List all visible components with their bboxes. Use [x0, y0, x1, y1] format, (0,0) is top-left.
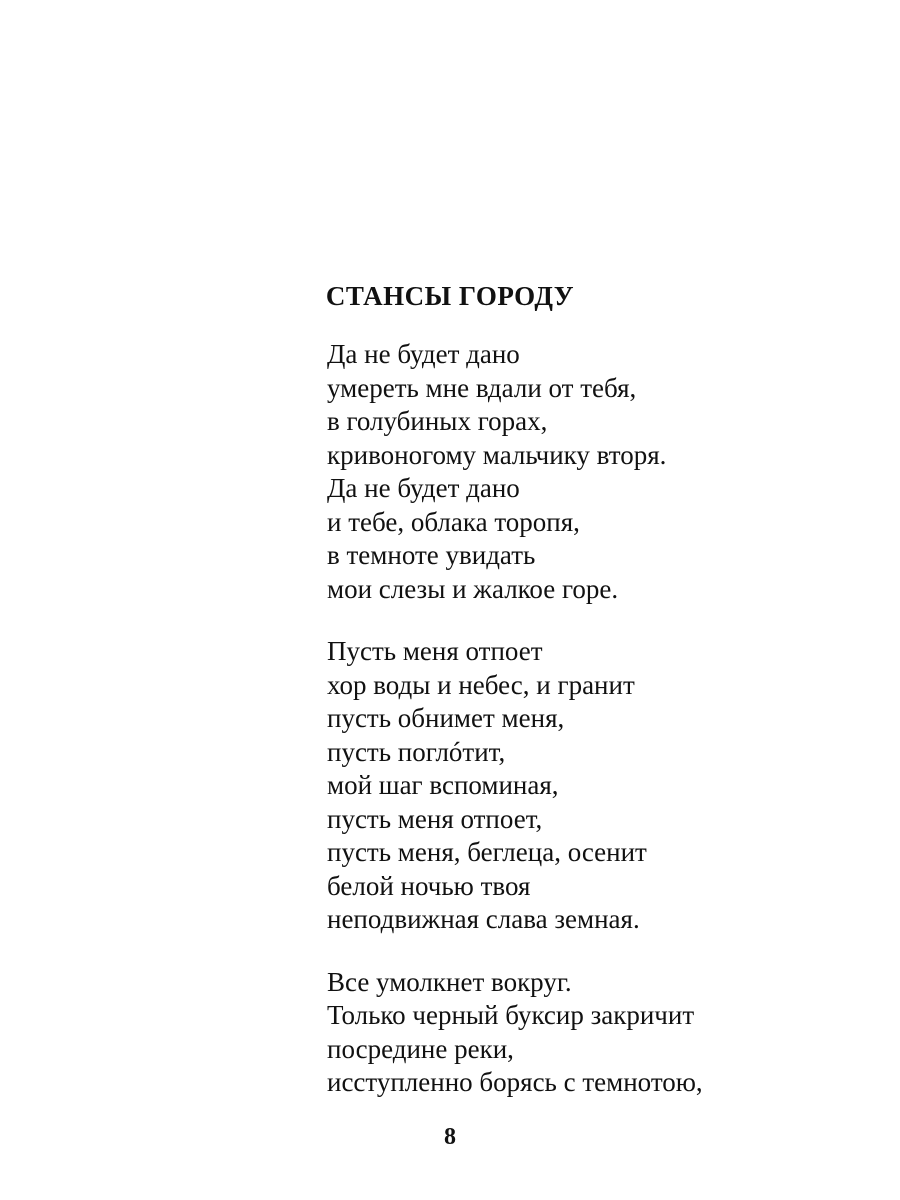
stanza-1 [327, 338, 847, 606]
poem-line: Да не будет дано [327, 473, 520, 503]
poem-line: исступленно борясь с темнотою, [327, 1067, 703, 1097]
poem-line: пусть обнимет меня, [327, 703, 565, 733]
poem-line: мои слезы и жалкое горе. [327, 573, 619, 604]
poem-line: Только черный буксир закричит [327, 1000, 695, 1030]
poem-line: Да не будет дано [327, 339, 520, 369]
page-number: 8 [444, 1124, 456, 1150]
poem-line: пусть поглóтит, [327, 736, 506, 767]
poem-line: Все умолкнет вокруг. [327, 966, 572, 997]
poem-line: умереть мне вдали от тебя, [327, 372, 637, 403]
poem-line: кривоногому мальчику вторя. [327, 439, 667, 470]
poem-line: в темноте увидать [327, 540, 536, 570]
stanza-3 [327, 966, 847, 1100]
poem-line: белой ночью твоя [327, 870, 531, 901]
poem-title: СТАНСЫ ГОРОДУ [325, 281, 575, 311]
poem-line: посредине реки, [327, 1033, 514, 1064]
poem-line: мой шаг вспоминая, [327, 770, 559, 800]
poem-line: пусть меня отпоет, [327, 803, 543, 834]
poem-body [327, 338, 847, 1129]
poem-line: Пусть меня отпоет [327, 636, 543, 666]
stanza-2 [327, 635, 847, 937]
poem-line: в голубиных горах, [327, 406, 548, 436]
poem-line: хор воды и небес, и гранит [327, 669, 635, 700]
poem-line: пусть меня, беглеца, осенит [327, 837, 647, 867]
poem-line: неподвижная слава земная. [327, 904, 640, 934]
poem-line: и тебе, облака торопя, [327, 506, 580, 537]
